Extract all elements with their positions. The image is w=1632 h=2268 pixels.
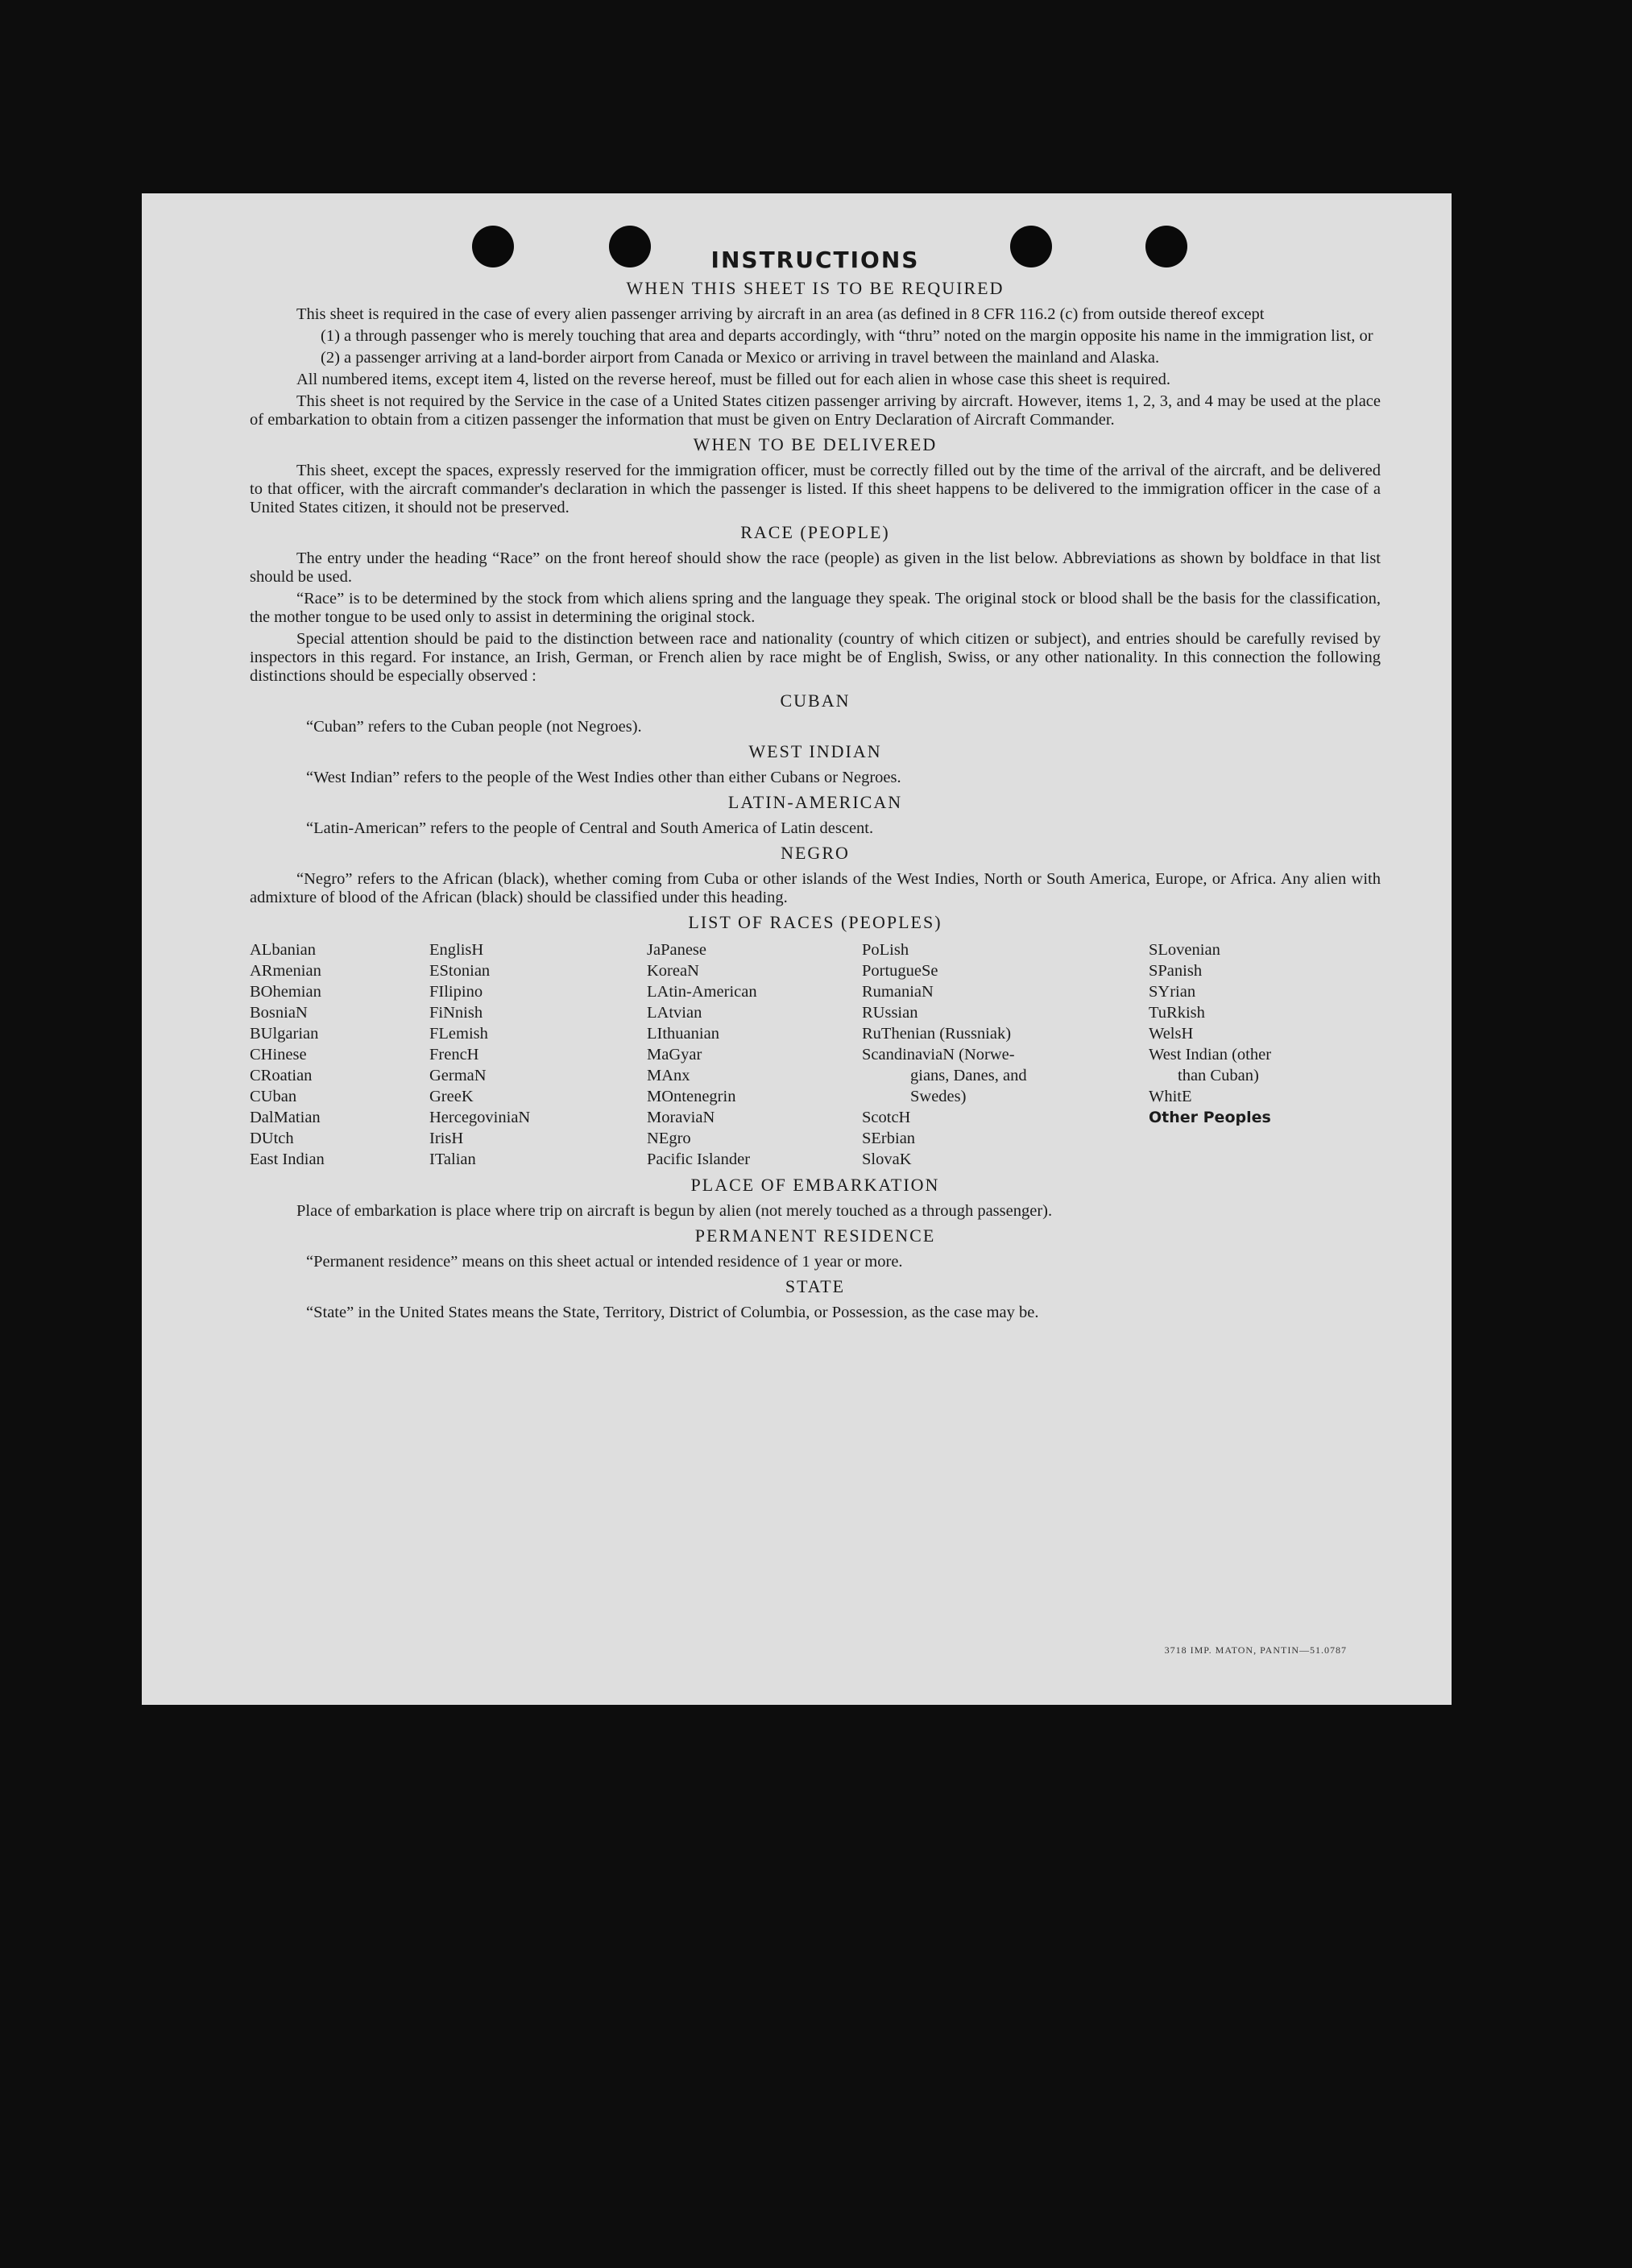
section-heading: PLACE OF EMBARKATION [690,1175,940,1195]
race-item: SlovaK [862,1151,912,1168]
race-item: TuRkish [1149,1004,1205,1022]
paragraph: “West Indian” refers to the people of the West Indies other than either Cubans or Negroes. [306,769,901,786]
race-item: KoreaN [647,962,699,980]
race-item: Swedes) [910,1088,967,1105]
race-item: NEgro [647,1130,691,1147]
paragraph: “State” in the United States means the State, Territory, District of Columbia, or Possession, as the case may be. [306,1304,1039,1321]
list-item: (2) a passenger arriving at a land-border airport from Canada or Mexico or arriving in travel between the mainland and Alaska. [321,349,1160,367]
instruction-sheet [142,193,1452,1705]
race-item: SErbian [862,1130,916,1147]
list-item: (1) a through passenger who is merely touching that area and departs accordingly, with “thru” noted on the margin opposite his name in the immigration list, or [321,327,1373,345]
section-heading: NEGRO [781,843,850,863]
printer-imprint: 3718 IMP. MATON, PANTIN—51.0787 [1164,1644,1347,1656]
paragraph: “Latin-American” refers to the people of Central and South America of Latin descent. [306,819,874,837]
race-item: GermaN [429,1067,487,1084]
section-heading: LIST OF RACES (PEOPLES) [688,912,942,932]
paragraph: All numbered items, except item 4, listed on the reverse hereof, must be filled out for each alien in whose case this sheet is required. [296,371,1171,388]
race-item: LAtin-American [647,983,757,1001]
race-item: FLemish [429,1025,488,1043]
race-item: PortugueSe [862,962,938,980]
section-heading: WHEN TO BE DELIVERED [693,434,938,454]
race-item: MAnx [647,1067,690,1084]
punch-hole [472,226,514,267]
race-list [250,939,1381,1170]
race-item: ARmenian [250,962,321,980]
race-column [647,939,862,1170]
race-column [862,939,1149,1170]
race-item: MOntenegrin [647,1088,736,1105]
page-title: INSTRUCTIONS [710,247,920,273]
race-item: PoLish [862,941,909,959]
race-item: SPanish [1149,962,1203,980]
section-heading: WEST INDIAN [748,741,882,761]
race-item: FiNnish [429,1004,483,1022]
race-item: WelsH [1149,1025,1194,1043]
race-item: RumaniaN [862,983,934,1001]
paragraph: The entry under the heading “Race” on the front hereof should show the race (people) as given in the list below. Abbreviations as shown by boldface in that list should be used. [250,549,1381,586]
race-item: JaPanese [647,941,707,959]
section-heading: PERMANENT RESIDENCE [694,1225,936,1246]
race-item: BosniaN [250,1004,308,1022]
race-item: ScandinaviaN (Norwe- [862,1046,1015,1064]
race-item: SYrian [1149,983,1196,1001]
paragraph: This sheet is not required by the Service in the case of a United States citizen passenger arriving by aircraft. However, items 1, 2, 3, and 4 may be used at the place of embarkation to obtain from a citizen passenger the information that must be given on Entry Declaration of Aircraft Commander. [250,392,1381,429]
race-item: RuThenian (Russniak) [862,1025,1012,1043]
punch-hole [609,226,651,267]
race-item: ITalian [429,1151,476,1168]
section-heading: STATE [785,1276,846,1296]
section-heading: CUBAN [780,690,851,711]
race-column [1149,939,1350,1170]
race-item: BOhemian [250,983,321,1001]
race-item: gians, Danes, and [910,1067,1027,1084]
paragraph: This sheet is required in the case of every alien passenger arriving by aircraft in an area (as defined in 8 CFR 116.2 (c) from outside thereof except [296,305,1265,323]
race-item: EnglisH [429,941,484,959]
paragraph: Special attention should be paid to the distinction between race and nationality (country of which citizen or subject), and entries should be carefully revised by inspectors in this regard. For instance, an Irish, German, or French alien by race might be of English, Swiss, or any other nationality. In this connection the following distinctions should be especially observed : [250,630,1381,685]
race-item: East Indian [250,1151,325,1168]
race-item: CRoatian [250,1067,313,1084]
race-item: MaGyar [647,1046,702,1064]
paragraph: “Negro” refers to the African (black), whether coming from Cuba or other islands of the West Indies, North or South America, Europe, or Africa. Any alien with admixture of blood of the African (black) should be classified under this heading. [250,870,1381,906]
race-item: LIthuanian [647,1025,719,1043]
race-item: DalMatian [250,1109,321,1126]
race-item: West Indian (other [1149,1046,1272,1064]
paragraph: “Cuban” refers to the Cuban people (not Negroes). [306,718,642,736]
race-item: BUlgarian [250,1025,319,1043]
punch-hole [1010,226,1052,267]
section-heading: RACE (PEOPLE) [740,522,890,542]
race-column [250,939,429,1170]
race-item: FrencH [429,1046,479,1064]
paragraph: “Race” is to be determined by the stock from which aliens spring and the language they speak. The original stock or blood shall be the basis for the classification, the mother tongue to be used only to assist in determining the original stock. [250,590,1381,626]
section-heading: WHEN THIS SHEET IS TO BE REQUIRED [626,278,1004,298]
race-item: DUtch [250,1130,294,1147]
race-item: ScotcH [862,1109,911,1126]
race-column [429,939,647,1170]
race-item: SLovenian [1149,941,1220,959]
race-item: GreeK [429,1088,474,1105]
race-item: than Cuban) [1178,1067,1259,1084]
paragraph: This sheet, except the spaces, expressly reserved for the immigration officer, must be correctly filled out by the time of the arrival of the aircraft, and be delivered to that officer, with the aircraft commander's declaration in which the passenger is listed. If this sheet happens to be delivered to the immigration officer in the case of a United States citizen, it should not be preserved. [250,462,1381,516]
race-item: CHinese [250,1046,307,1064]
paragraph: “Permanent residence” means on this sheet actual or intended residence of 1 year or more. [306,1253,903,1271]
section-heading: LATIN-AMERICAN [727,792,903,812]
race-item: EStonian [429,962,491,980]
race-item: IrisH [429,1130,464,1147]
race-item: Other Peoples [1149,1109,1271,1126]
race-item: Pacific Islander [647,1151,751,1168]
race-item: WhitE [1149,1088,1192,1105]
race-item: CUban [250,1088,297,1105]
punch-hole [1145,226,1187,267]
race-item: RUssian [862,1004,918,1022]
race-item: MoraviaN [647,1109,715,1126]
race-item: ALbanian [250,941,316,959]
race-item: FIlipino [429,983,483,1001]
paragraph: Place of embarkation is place where trip on aircraft is begun by alien (not merely touched as a through passenger). [296,1202,1053,1220]
race-item: HercegoviniaN [429,1109,531,1126]
race-item: LAtvian [647,1004,702,1022]
